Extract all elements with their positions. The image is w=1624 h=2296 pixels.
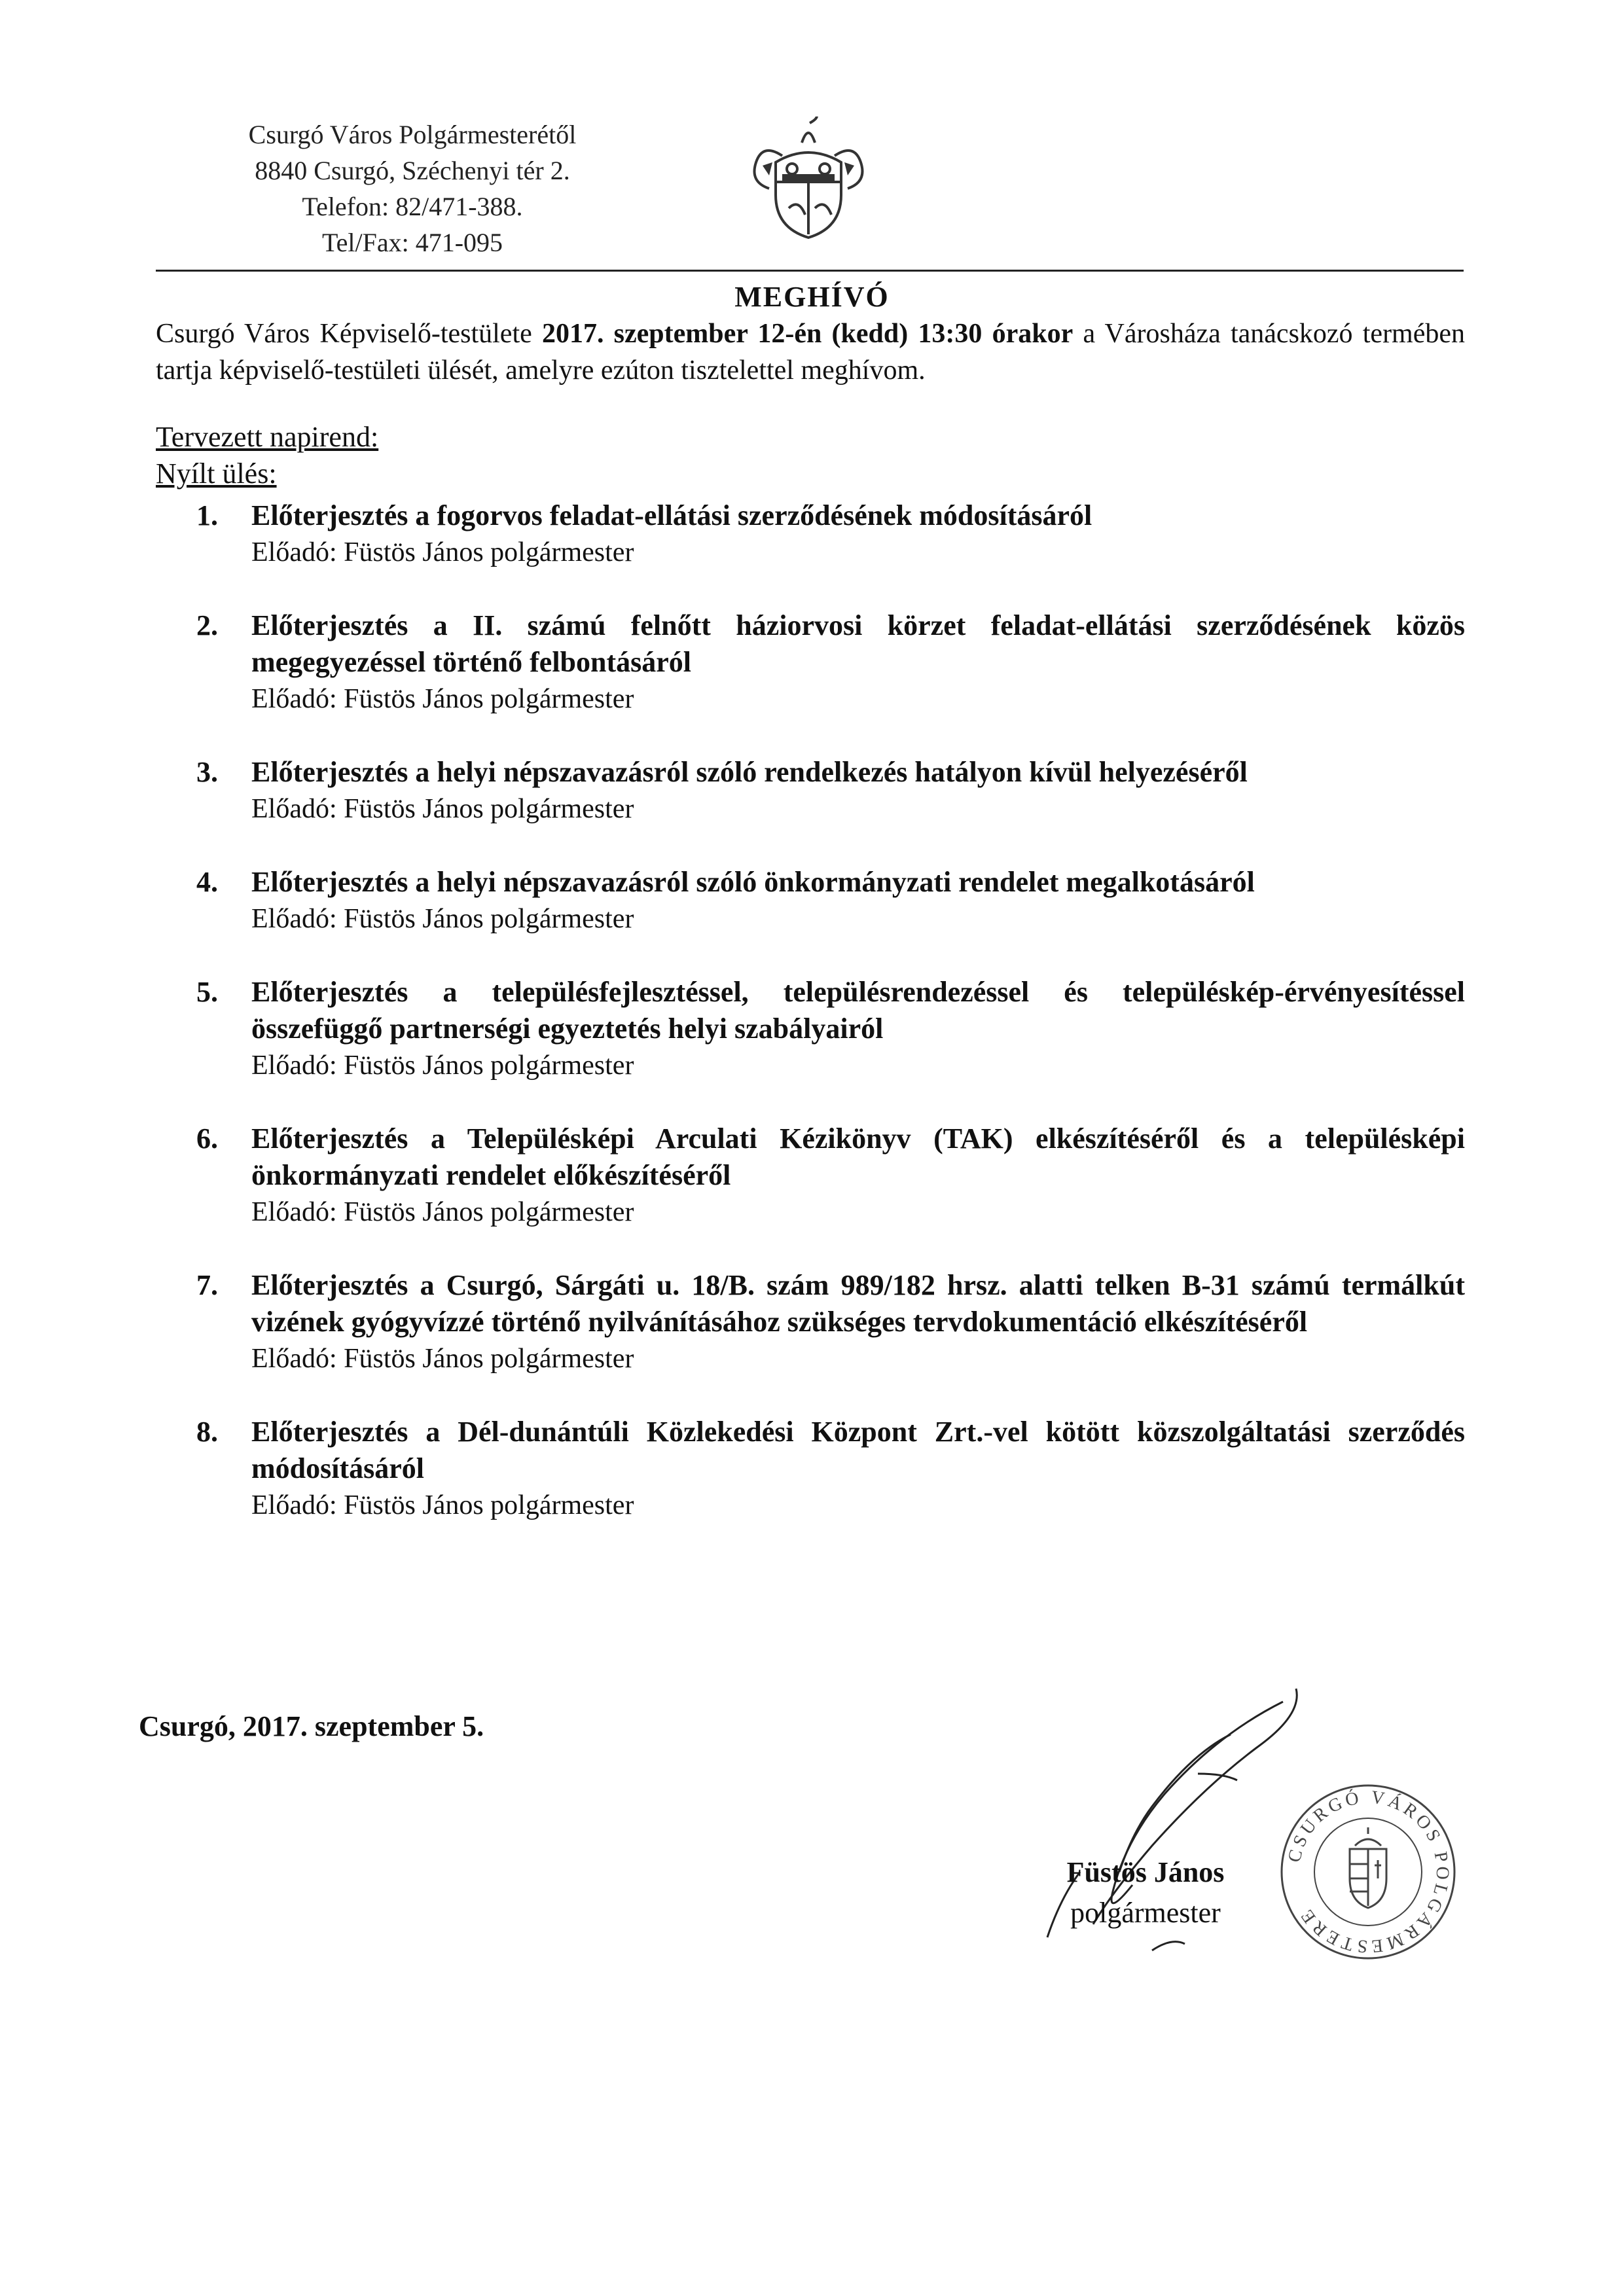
item-title: Előterjesztés a II. számú felnőtt háziorvosi körzet feladat-ellátási szerződésének közös megegyezéssel történő felbontásáról [251, 609, 1465, 678]
signer-name: Füstös János [1066, 1856, 1225, 1888]
item-title: Előterjesztés a helyi népszavazásról szóló rendelkezés hatályon kívül helyezéséről [251, 756, 1248, 788]
item-number: 8. [196, 1416, 218, 1448]
open-session-heading: Nyílt ülés: [156, 457, 277, 490]
item-presenter: Előadó: Füstös János polgármester [251, 1344, 634, 1374]
item-number: 7. [196, 1269, 218, 1301]
list-item [156, 1121, 1465, 1230]
list-item [156, 864, 1465, 937]
signature-block [1021, 1852, 1270, 1933]
item-presenter: Előadó: Füstös János polgármester [251, 1197, 634, 1227]
item-number: 4. [196, 866, 218, 898]
list-item [156, 1267, 1465, 1377]
list-item [156, 754, 1465, 827]
item-number: 2. [196, 609, 218, 641]
item-number: 3. [196, 756, 218, 788]
date-line: Csurgó, 2017. szeptember 5. [139, 1710, 484, 1742]
agenda-heading: Tervezett napirend: [156, 421, 379, 453]
item-presenter: Előadó: Füstös János polgármester [251, 684, 634, 714]
agenda-list [156, 497, 1465, 1560]
list-item [156, 497, 1465, 571]
item-presenter: Előadó: Füstös János polgármester [251, 1050, 634, 1081]
letterhead-fax: Tel/Fax: 471-095 [321, 228, 503, 257]
document-title: MEGHÍVÓ [734, 281, 890, 313]
letterhead-phone: Telefon: 82/471-388. [302, 192, 523, 221]
item-presenter: Előadó: Füstös János polgármester [251, 537, 634, 567]
item-presenter: Előadó: Füstös János polgármester [251, 1490, 634, 1520]
agenda-heading-block [156, 419, 378, 492]
item-number: 1. [196, 499, 218, 531]
meeting-datetime: 2017. szeptember 12-én (kedd) 13:30 órakor [541, 319, 1074, 349]
item-title: Előterjesztés a településfejlesztéssel, településrendezéssel és településkép-érvényesítéssel összefüggő partnerségi egyeztetés helyi szabályairól [251, 976, 1465, 1045]
item-title: Előterjesztés a Településképi Arculati Kézikönyv (TAK) elkészítéséről és a településképi önkormányzati rendelet előkészítéséről [251, 1122, 1465, 1191]
item-title: Előterjesztés a fogorvos feladat-ellátási szerződésének módosításáról [251, 499, 1092, 531]
item-title: Előterjesztés a helyi népszavazásról szóló önkormányzati rendelet megalkotásáról [251, 866, 1255, 898]
letterhead-address: 8840 Csurgó, Széchenyi tér 2. [255, 156, 570, 185]
list-item [156, 607, 1465, 717]
letterhead-office: Csurgó Város Polgármesterétől [248, 120, 577, 149]
intro-paragraph [156, 315, 1465, 389]
coat-of-arms-icon [736, 117, 880, 247]
stamp-crest-icon [1350, 1827, 1386, 1908]
stamp-text: CSURGÓ VÁROS POLGÁRMESTERE [1284, 1787, 1453, 1957]
intro-text-start: Csurgó Város Képviselő-testülete [156, 319, 542, 349]
item-title: Előterjesztés a Csurgó, Sárgáti u. 18/B. szám 989/182 hrsz. alatti telken B-31 számú termálkút vizének gyógyvízzé történő nyilvánításához szükséges tervdokumentáció elkészítéséről [251, 1269, 1465, 1338]
item-presenter: Előadó: Füstös János polgármester [251, 794, 634, 824]
intro-text-end: a Városháza tanácskozó termében tartja képviselő-testületi ülését, amelyre ezúton tisztelettel meghívom. [156, 319, 1466, 386]
list-item [156, 1414, 1465, 1524]
list-item [156, 974, 1465, 1084]
signer-title: polgármester [1070, 1897, 1221, 1929]
item-number: 6. [196, 1122, 218, 1155]
item-presenter: Előadó: Füstös János polgármester [251, 904, 634, 934]
header-divider [156, 270, 1464, 272]
letterhead [196, 117, 628, 260]
item-number: 5. [196, 976, 218, 1008]
item-title: Előterjesztés a Dél-dunántúli Közlekedési Központ Zrt.-vel kötött közszolgáltatási szerződés módosításáról [251, 1416, 1465, 1484]
official-stamp [1276, 1780, 1460, 1964]
